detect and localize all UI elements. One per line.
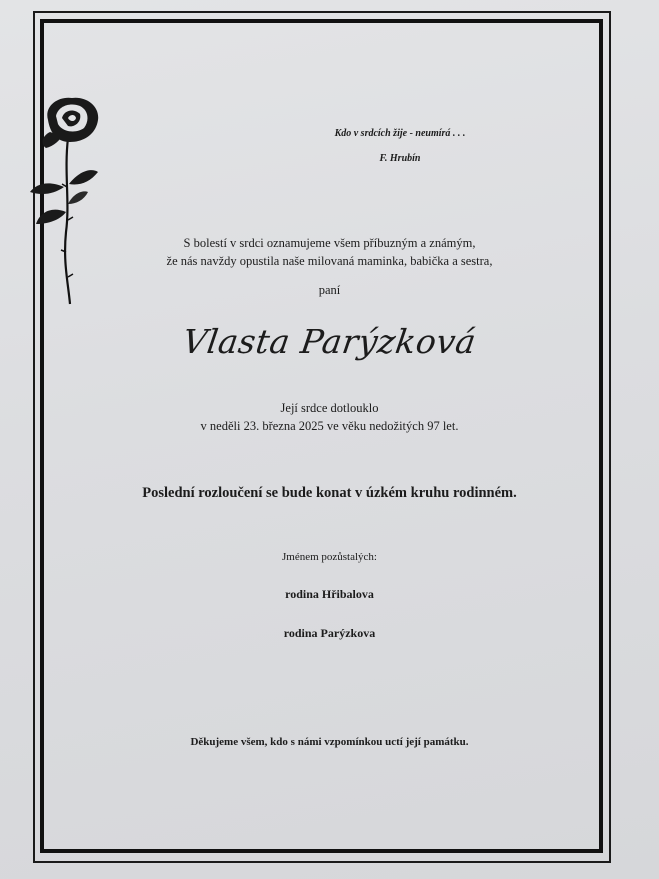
announcement-line: S bolestí v srdci oznamujeme všem příbuzným a známým,	[183, 236, 476, 250]
announcement-line: že nás navždy opustila naše milovaná maminka, babička a sestra,	[166, 254, 493, 268]
inner-border	[40, 19, 603, 853]
death-details	[0, 399, 659, 435]
family-name: rodina Hřibalova	[285, 587, 374, 601]
funeral-note: Poslední rozloučení se bude konat v úzkém kruhu rodinném.	[142, 485, 517, 501]
quote-text: Kdo v srdcích žije - neumírá . . .	[334, 128, 466, 139]
deceased-name: Vlasta Parýzková	[180, 322, 479, 361]
behalf-label: Jménem pozůstalých:	[281, 551, 377, 563]
quote-author: F. Hrubín	[379, 153, 421, 164]
death-line: Její srdce dotlouklo	[280, 401, 379, 415]
announcement	[0, 234, 659, 270]
family-name: rodina Parýzkova	[283, 626, 376, 640]
rose-icon	[28, 92, 104, 308]
title-word: paní	[318, 283, 341, 297]
thanks-note: Děkujeme všem, kdo s námi vzpomínkou uctí její památku.	[190, 736, 469, 748]
death-line: v neděli 23. března 2025 ve věku nedožitých 97 let.	[200, 419, 459, 433]
